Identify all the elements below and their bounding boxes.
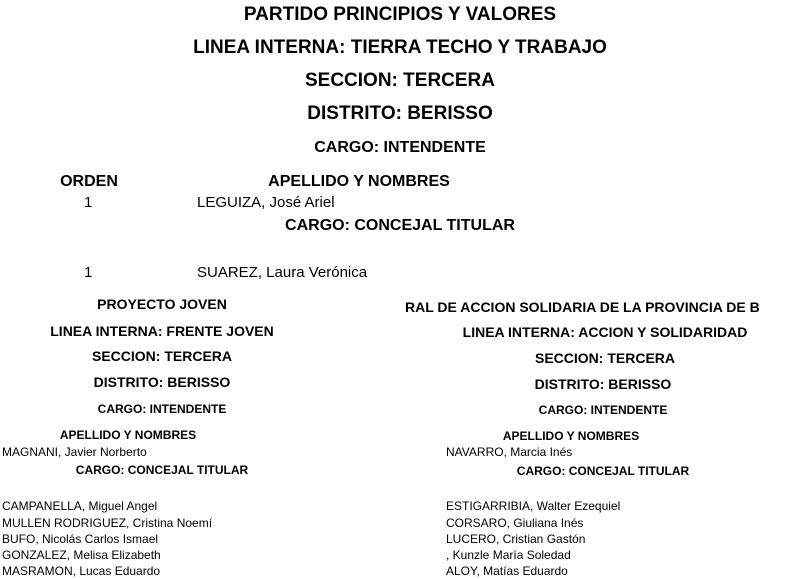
right-seccion: SECCION: TERCERA — [534, 350, 676, 366]
right-distrito: DISTRITO: BERISSO — [534, 376, 672, 392]
column-header-orden: ORDEN — [60, 173, 118, 190]
left-distrito: DISTRITO: BERISSO — [93, 374, 231, 390]
linea-interna: LINEA INTERNA: TIERRA TECHO Y TRABAJO — [193, 37, 607, 58]
left-party-title: PROYECTO JOVEN — [97, 296, 227, 312]
left-seccion: SECCION: TERCERA — [91, 348, 233, 364]
right-column-header-nombres: APELLIDO Y NOMBRES — [502, 429, 640, 443]
left-concejal-row: BUFO, Nicolás Carlos Ismael — [2, 532, 159, 546]
right-party-title: RAL DE ACCION SOLIDARIA DE LA PROVINCIA DE B — [405, 299, 760, 315]
left-intendente-nombre: MAGNANI, Javier Norberto — [2, 445, 147, 459]
seccion: SECCION: TERCERA — [304, 70, 496, 91]
party-title: PARTIDO PRINCIPIOS Y VALORES — [243, 4, 557, 25]
right-linea-interna: LINEA INTERNA: ACCION Y SOLIDARIDAD — [462, 324, 748, 340]
left-concejal-row: CAMPANELLA, Miguel Angel — [2, 499, 158, 513]
right-intendente-nombre: NAVARRO, Marcia Inés — [446, 445, 573, 459]
left-concejal-row: GONZALEZ, Melisa Elizabeth — [2, 548, 161, 562]
right-cargo-concejal-heading: CARGO: CONCEJAL TITULAR — [516, 464, 690, 478]
column-header-nombres: APELLIDO Y NOMBRES — [268, 173, 450, 190]
right-concejal-row: CORSARO, Giuliana Inés — [446, 516, 584, 530]
right-party-title-clip — [400, 296, 800, 320]
right-concejal-row: ALOY, Matías Eduardo — [446, 564, 568, 578]
right-concejal-row: ESTIGARRIBIA, Walter Ezequiel — [446, 499, 621, 513]
left-linea-interna: LINEA INTERNA: FRENTE JOVEN — [50, 323, 274, 339]
right-concejal-row: LUCERO, Cristian Gastón — [446, 532, 586, 546]
right-cargo-intendente-heading: CARGO: INTENDENTE — [538, 403, 668, 417]
left-concejal-row: MASRAMON, Lucas Eduardo — [2, 564, 161, 578]
concejal-nombre: SUAREZ, Laura Verónica — [197, 264, 368, 281]
concejal-orden: 1 — [84, 264, 93, 281]
intendente-nombre: LEGUIZA, José Ariel — [197, 194, 335, 211]
left-column-header-nombres: APELLIDO Y NOMBRES — [59, 428, 197, 442]
left-cargo-concejal-heading: CARGO: CONCEJAL TITULAR — [75, 463, 249, 477]
cargo-concejal-heading: CARGO: CONCEJAL TITULAR — [285, 217, 515, 234]
left-cargo-intendente-heading: CARGO: INTENDENTE — [97, 402, 227, 416]
cargo-intendente-heading: CARGO: INTENDENTE — [314, 139, 486, 156]
distrito: DISTRITO: BERISSO — [307, 103, 493, 124]
intendente-orden: 1 — [84, 194, 93, 211]
left-concejal-row: MULLEN RODRIGUEZ, Cristina Noemí — [2, 516, 213, 530]
right-concejal-row: , Kunzle María Soledad — [446, 548, 571, 562]
